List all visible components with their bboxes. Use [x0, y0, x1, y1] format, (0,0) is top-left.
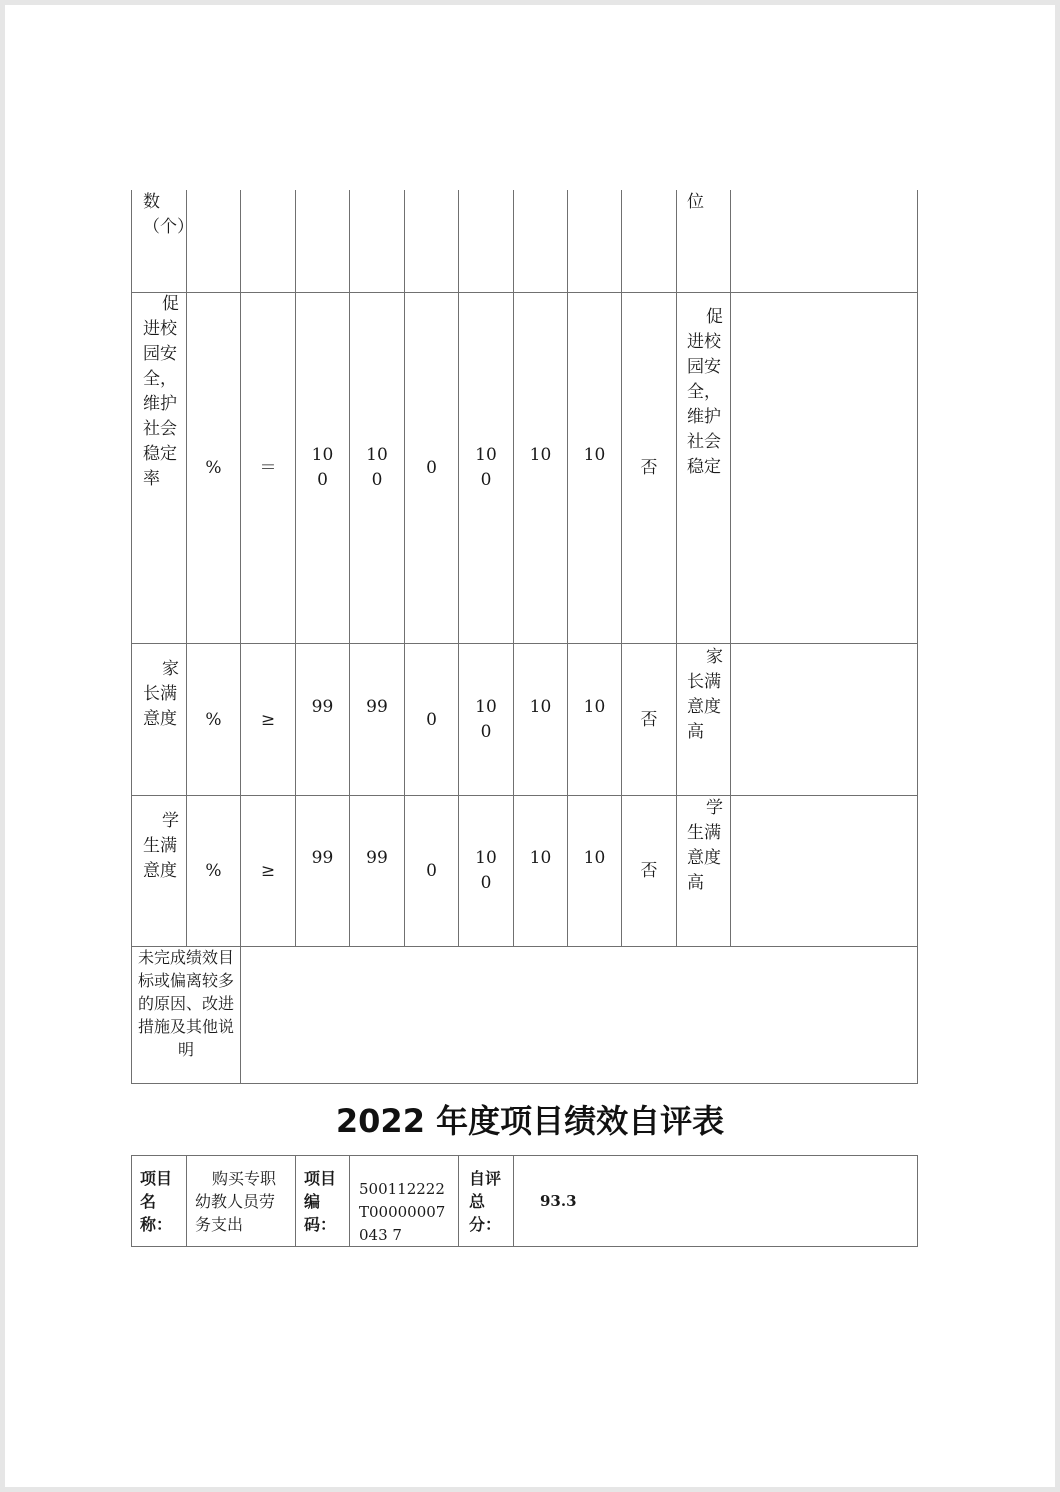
deviation-reason: 学生满意度高 — [687, 798, 723, 893]
target-value-cell: 100 — [311, 445, 334, 490]
deviation-cell: 0 — [426, 861, 437, 881]
deviation-reason: 家长满意度高 — [687, 647, 723, 742]
indicator-name: 促进校园安全，维护社会稳定率 — [143, 294, 179, 489]
is-deviated-cell: 否 — [640, 861, 658, 881]
actual-value-cell: 100 — [366, 445, 388, 490]
weight-cell: 10 — [529, 848, 552, 868]
weight-cell: 10 — [529, 697, 552, 717]
explanation-label: 未完成绩效目标或偏离较多的原因、改进措施及其他说明 — [137, 948, 234, 1059]
completion-cell: 100 — [475, 697, 497, 742]
unit-cell: % — [205, 861, 222, 881]
deviation-reason: 促进校园安全，维护社会稳定 — [687, 307, 723, 477]
operator-cell: ≥ — [260, 861, 276, 881]
indicator-name: 数（个） — [143, 192, 194, 237]
score-cell: 10 — [583, 697, 606, 717]
indicator-name: 家长满意度 — [143, 659, 179, 729]
score-cell: 10 — [583, 445, 606, 465]
completion-cell: 100 — [475, 848, 497, 893]
actual-value-cell: 99 — [366, 697, 388, 717]
target-value-cell: 99 — [311, 848, 334, 868]
actual-value-cell: 99 — [366, 848, 388, 868]
operator-cell: ＝ — [259, 458, 277, 478]
project-name-label: 项目名称： — [140, 1169, 173, 1234]
indicator-name: 学生满意度 — [143, 811, 179, 881]
is-deviated-cell: 否 — [640, 458, 658, 478]
weight-cell: 10 — [529, 445, 552, 465]
project-name-value: 购买专职幼教人员劳务支出 — [195, 1169, 277, 1234]
project-code-label: 项目编码： — [304, 1169, 337, 1234]
project-code-value: 500112222T00000007043 7 — [359, 1180, 446, 1244]
operator-cell: ≥ — [260, 710, 276, 730]
unit-cell: % — [205, 710, 222, 730]
section-title: 2022 年度项目绩效自评表 — [335, 1102, 725, 1140]
deviation-cell: 0 — [426, 710, 437, 730]
target-value-cell: 99 — [311, 697, 334, 717]
completion-cell: 100 — [475, 445, 497, 490]
deviation-cell: 0 — [426, 458, 437, 478]
self-score-label: 自评总分： — [469, 1169, 502, 1234]
self-score-value: 93.3 — [540, 1192, 577, 1210]
deviation-reason: 位 — [687, 192, 704, 212]
score-cell: 10 — [583, 848, 606, 868]
unit-cell: % — [205, 458, 222, 478]
is-deviated-cell: 否 — [640, 710, 658, 730]
